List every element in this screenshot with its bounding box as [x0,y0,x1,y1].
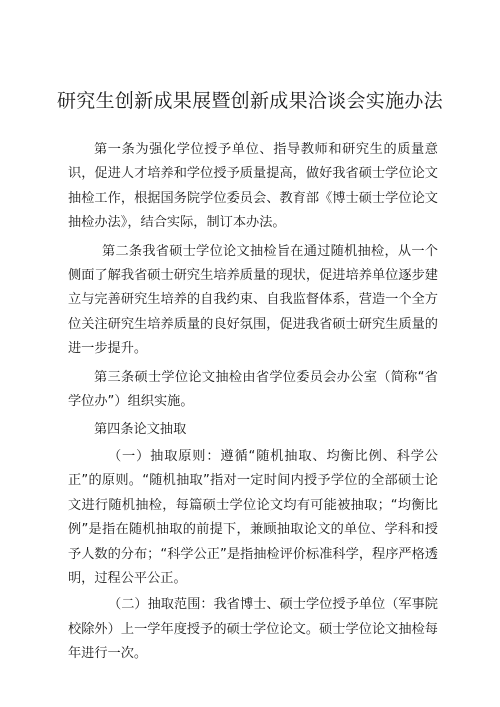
paragraph-article-3: 第三条硕士学位论文抽检由省学位委员会办公室（简称“省学位办”）组织实施。 [68,369,438,410]
document-body [68,138,438,667]
paragraph-article-4-heading: 第四条论文抽取 [94,422,187,438]
document-title: 研究生创新成果展暨创新成果洽谈会实施办法 [56,90,443,112]
paragraph-article-1: 第一条为强化学位授予单位、指导教师和研究生的质量意识，促进人才培养和学位授予质量提高，做好我省硕士学位论文抽检工作，根据国务院学位委员会、教育部《博士硕士学位论文抽检办法》，结合实际，制订本办法。 [68,142,438,231]
paragraph-article-2: 第二条我省硕士学位论文抽检旨在通过随机抽检，从一个侧面了解我省硕士研究生培养质量的现状，促进培养单位逐步建立与完善研究生培养的自我约束、自我监督体系，营造一个全方位关注研究生培养质量的良好氛围，促进我省硕士研究生质量的进一步提升。 [68,243,438,357]
paragraph-extraction-principle: （一）抽取原则：遵循“随机抽取、均衡比例、科学公正”的原则。“随机抽取”指对一定时间内授予学位的全部硕士论文进行随机抽检，每篇硕士学位论文均有可能被抽取；“均衡比例”是指在随机抽取的前提下，兼顾抽取论文的单位、学科和授予人数的分布；“科学公正”是指抽检评价标准科学，程序严格透明，过程公平公正。 [68,448,438,586]
paragraph-extraction-scope: （二）抽取范围：我省博士、硕士学位授予单位（军事院校除外）上一学年度授予的硕士学位论文。硕士学位论文抽检每年进行一次。 [68,597,438,662]
